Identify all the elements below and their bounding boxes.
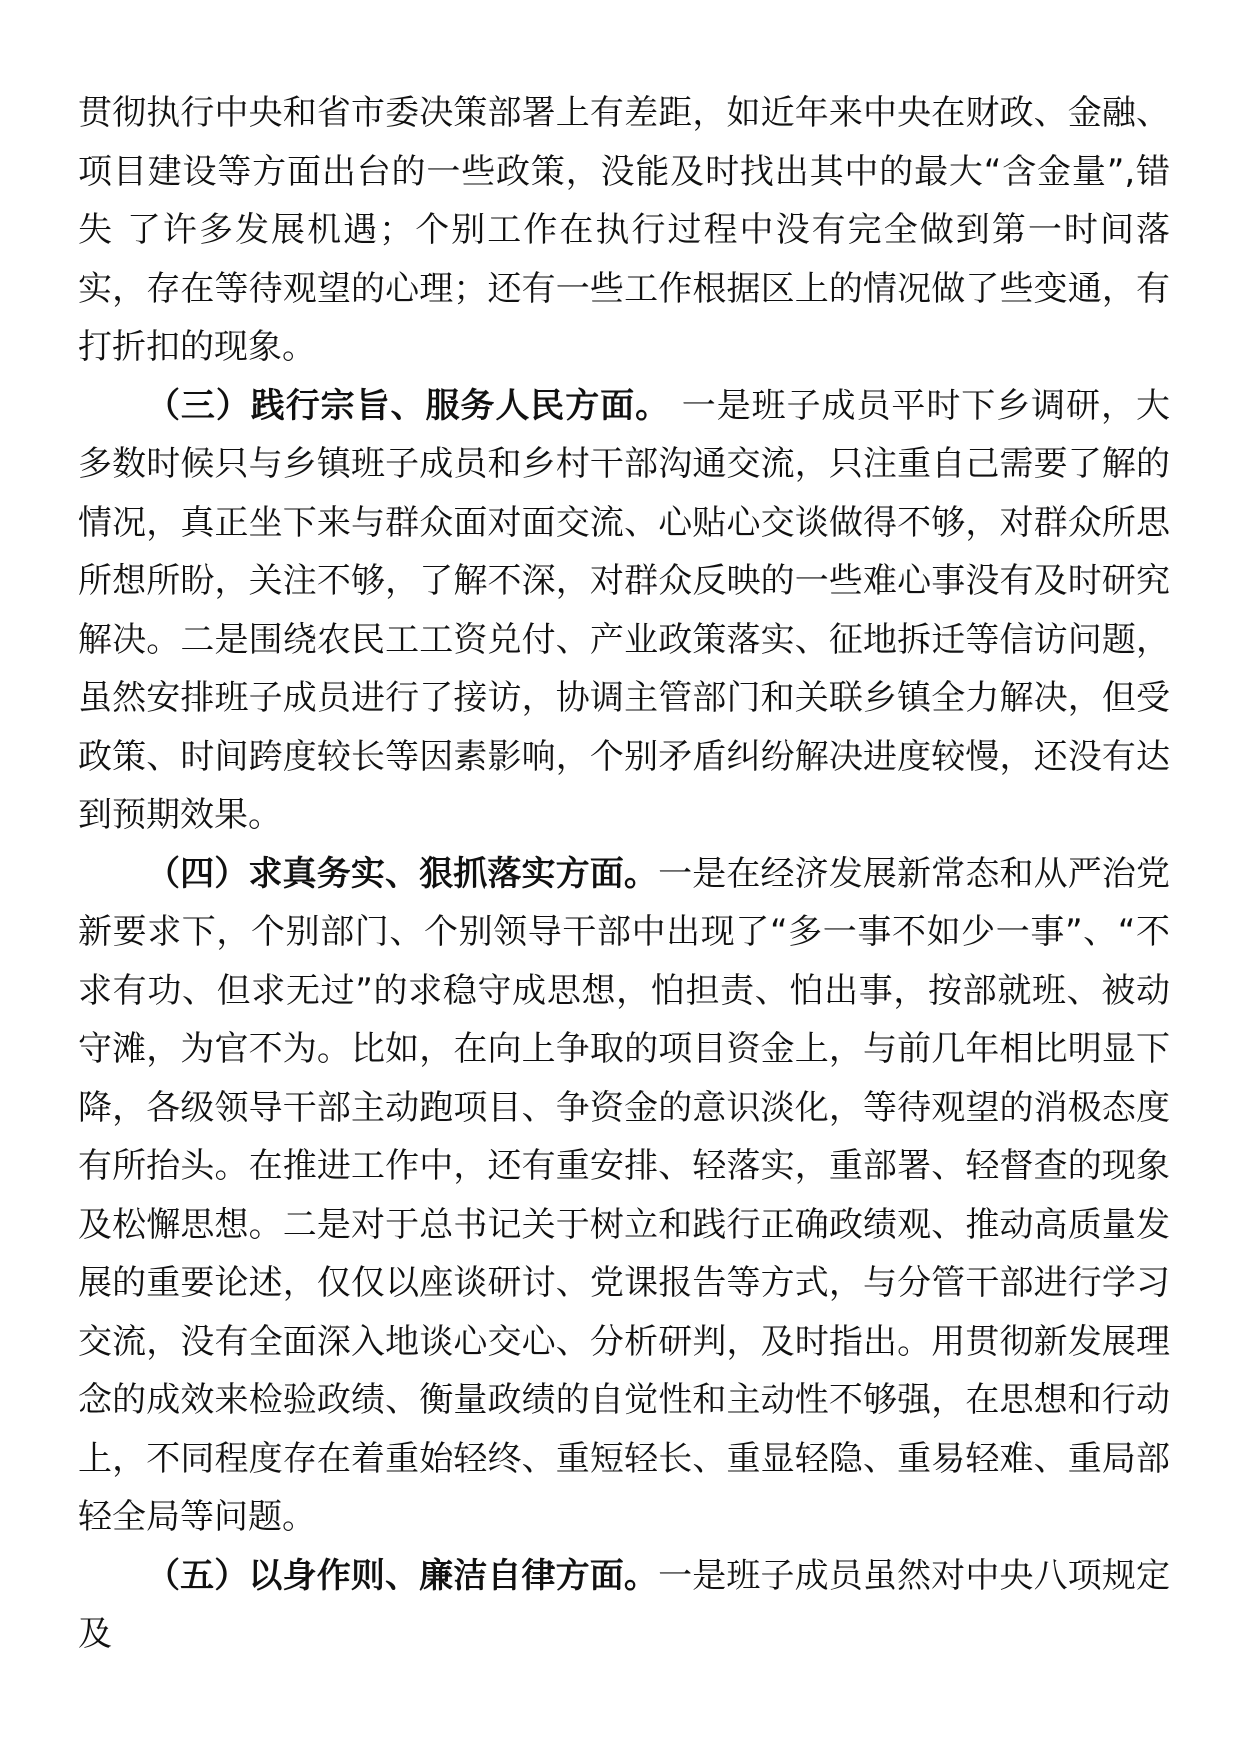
paragraph-text: 一是在经济发展新常态和从严治党新要求下，个别部门、个别领导干部中出现了“多一事不如少一事”、“不求有功、但求无过”的求稳守成思想，怕担责、怕出事，按部就班、被动守滩，为官不为。比如，在向上争取的项目资金上，与前几年相比明显下降，各级领导干部主动跑项目、争资金的意识淡化，等待观望的消极态度有所抬头。在推进工作中，还有重安排、轻落实，重部署、轻督查的现象及松懈思想。二是对于总书记关于树立和践行正确政绩观、推动高质量发展的重要论述，仅仅以座谈研讨、党课报告等方式，与分管干部进行学习交流，没有全面深入地谈心交心、分析研判，及时指出。用贯彻新发展理念的成效来检验政绩、衡量政绩的自觉性和主动性不够强，在思想和行动上，不同程度存在着重始轻终、重短轻长、重显轻隐、重易轻难、重局部轻全局等问题。 <box>78 853 1171 1537</box>
section-heading: （五）以身作则、廉洁自律方面。 <box>146 1555 659 1596</box>
paragraph-text: 一是班子成员平时下乡调研，大多数时候只与乡镇班子成员和乡村干部沟通交流，只注重自己需要了解的情况，真正坐下来与群众面对面交流、心贴心交谈做得不够，对群众所思所想所盼，关注不够，了解不深，对群众反映的一些难心事没有及时研究解决。二是围绕农民工工资兑付、产业政策落实、征地拆迁等信访问题，虽然安排班子成员进行了接访，协调主管部门和关联乡镇全力解决，但受政策、时间跨度较长等因素影响，个别矛盾纠纷解决进度较慢，还没有达到预期效果。 <box>78 385 1170 835</box>
paragraph-section-4 <box>78 845 1170 1547</box>
section-heading: （三）践行宗旨、服务人民方面。 <box>146 385 671 426</box>
paragraph-text: 一是班子成员虽然对中央八项规定及 <box>78 1555 1171 1654</box>
paragraph-continued <box>78 84 1170 377</box>
paragraph-section-3 <box>78 377 1170 845</box>
section-heading: （四）求真务实、狠抓落实方面。 <box>146 853 659 894</box>
paragraph-text: 贯彻执行中央和省市委决策部署上有差距，如近年来中央在财政、金融、项目建设等方面出台的一些政策，没能及时找出其中的最大“含金量”,错失 了许多发展机遇；个别工作在执行过程中没有完全做到第一时间落实，存在等待观望的心理；还有一些工作根据区上的情况做了些变通，有打折扣的现象。 <box>78 93 1170 367</box>
paragraph-section-5 <box>78 1547 1170 1664</box>
document-page <box>78 84 1170 1664</box>
